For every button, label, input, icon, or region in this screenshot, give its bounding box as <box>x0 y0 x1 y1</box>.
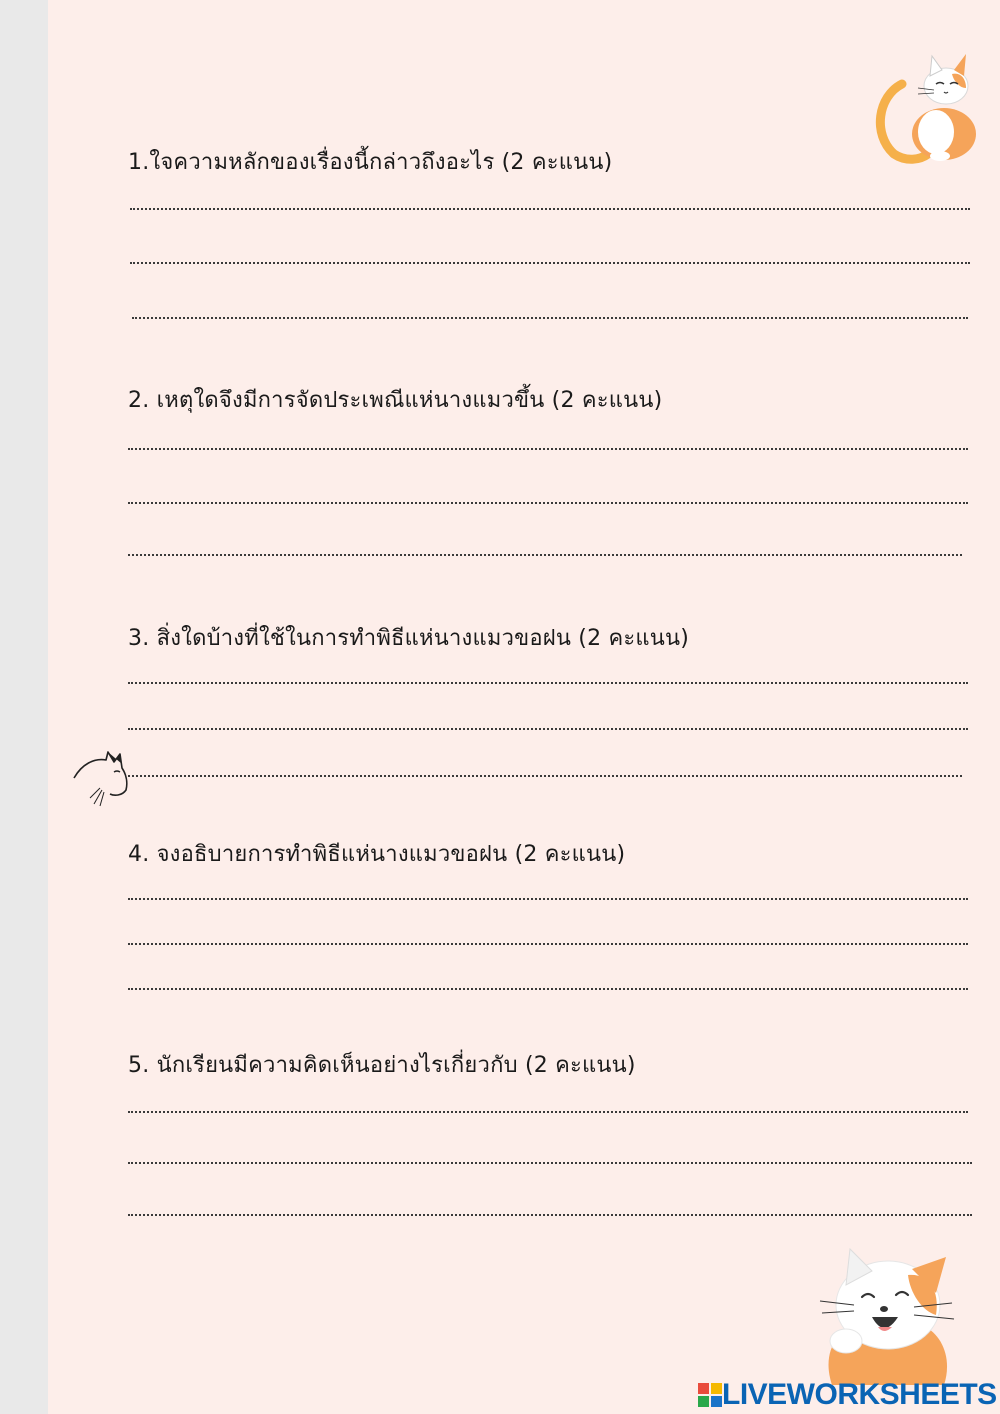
question-3: 3. สิ่งใดบ้างที่ใช้ในการทำพิธีแห่นางแมวขอฝน (2 คะแนน) <box>128 626 690 651</box>
answer-line-2-2[interactable] <box>128 502 968 504</box>
answer-line-5-3[interactable] <box>128 1214 972 1216</box>
cat-sitting-icon <box>872 38 982 166</box>
answer-line-1-2[interactable] <box>130 262 970 264</box>
answer-line-5-2[interactable] <box>128 1162 972 1164</box>
laughing-cat-icon <box>812 1245 962 1385</box>
answer-line-1-3[interactable] <box>132 317 968 319</box>
answer-line-3-2[interactable] <box>128 728 968 730</box>
cat-line-drawing-icon <box>70 750 132 810</box>
question-2: 2. เหตุใดจึงมีการจัดประเพณีแห่นางแมวขึ้น (2 คะแนน) <box>128 388 663 413</box>
question-5: 5. นักเรียนมีความคิดเห็นอย่างไรเกี่ยวกับ (2 คะแนน) <box>128 1053 636 1078</box>
answer-line-3-1[interactable] <box>128 682 968 684</box>
answer-line-2-1[interactable] <box>128 448 968 450</box>
watermark-brand: LIVEWORKSHEETS <box>722 1378 997 1411</box>
question-4: 4. จงอธิบายการทำพิธีแห่นางแมวขอฝน (2 คะแนน) <box>128 842 626 867</box>
liveworksheets-watermark <box>698 1378 997 1412</box>
answer-line-2-3[interactable] <box>128 554 962 556</box>
answer-line-4-3[interactable] <box>128 988 968 990</box>
answer-line-1-1[interactable] <box>130 208 970 210</box>
answer-line-5-1[interactable] <box>128 1111 968 1113</box>
answer-line-4-2[interactable] <box>128 943 968 945</box>
liveworksheets-logo-icon <box>698 1383 722 1407</box>
left-margin-strip <box>0 0 48 1414</box>
answer-line-3-3[interactable] <box>128 775 962 777</box>
answer-line-4-1[interactable] <box>128 898 968 900</box>
question-1: 1.ใจความหลักของเรื่องนี้กล่าวถึงอะไร (2 คะแนน) <box>128 150 613 175</box>
